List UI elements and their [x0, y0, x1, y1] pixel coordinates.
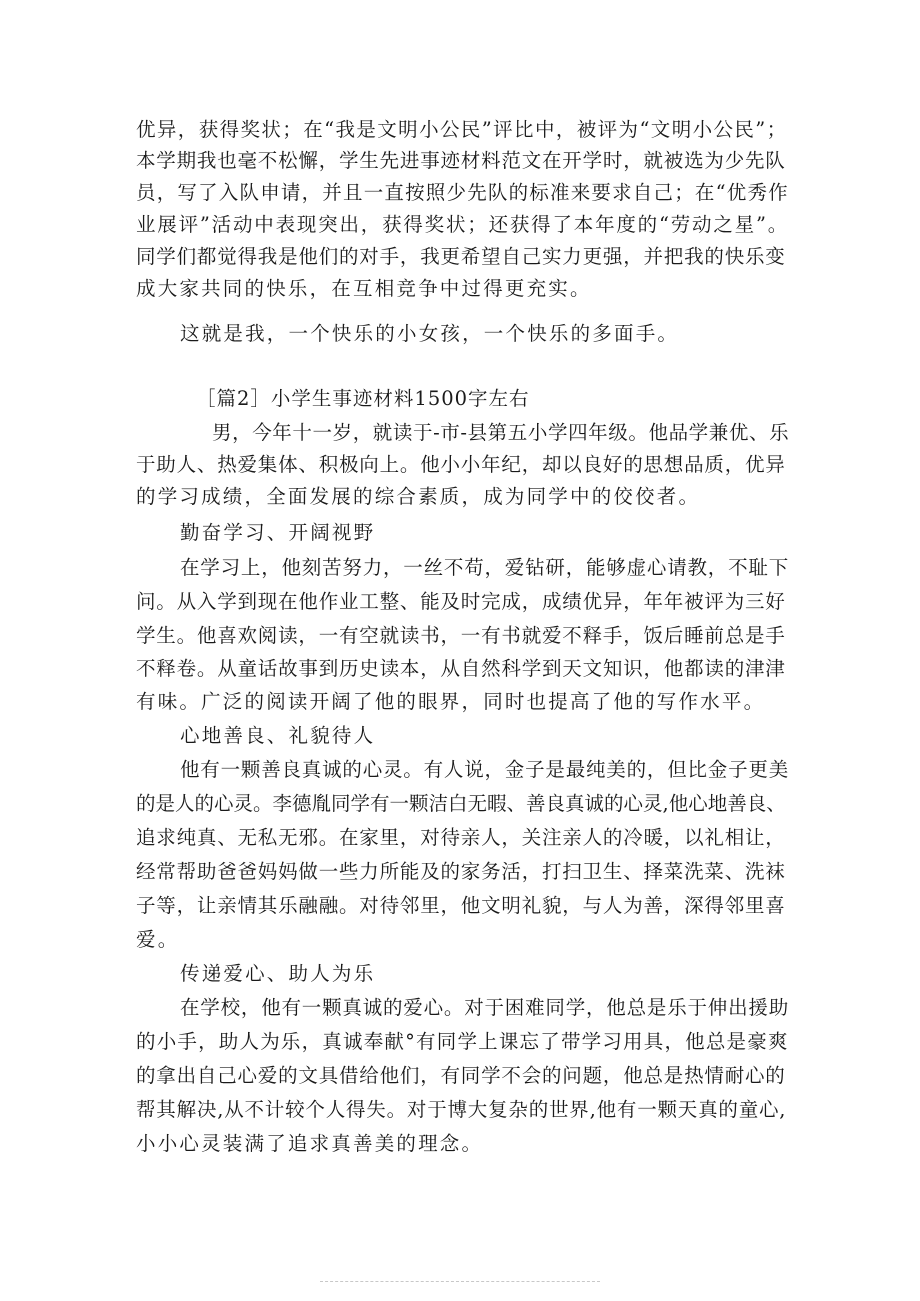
paragraph-line: 的小手，助人为乐，真诚奉献°有同学上课忘了带学习用具，他总是豪爽: [136, 1030, 789, 1053]
paragraph-line: 员，写了入队申请，并且一直按照少先队的标准来要求自己；在“优秀作: [136, 181, 789, 204]
paragraph-line: 问。从入学到现在他作业工整、能及时完成，成绩优异，年年被评为三好: [136, 590, 786, 613]
paragraph-line: 他有一颗善良真诚的心灵。有人说，金子是最纯美的，但比金子更美: [180, 758, 790, 781]
paragraph-line: 有味。广泛的阅读开阔了他的眼界，同时也提高了他的写作水平。: [136, 690, 766, 713]
paragraph-line: 业展评”活动中表现突出，获得奖状；还获得了本年度的“劳动之星”。: [136, 213, 790, 236]
paragraph-line: 不释卷。从童话故事到历史读本，从自然科学到天文知识，他都读的津津: [136, 657, 786, 680]
subheading: 勤奋学习、开阔视野: [180, 521, 376, 544]
paragraph-line: 经常帮助爸爸妈妈做一些力所能及的家务活，打扫卫生、择菜洗菜、洗袜: [136, 860, 786, 883]
paragraph-line: 的是人的心灵。李德胤同学有一颗洁白无暇、善良真诚的心灵,他心地善良、: [136, 792, 786, 815]
paragraph-line: 成大家共同的快乐，在互相竞争中过得更充实。: [136, 277, 592, 300]
paragraph-line: 的拿出自己心爱的文具借给他们，有同学不会的问题，他总是热情耐心的: [136, 1064, 786, 1087]
paragraph-line: 小小心灵装满了追求真善美的理念。: [136, 1132, 484, 1155]
section-heading: ［篇2］小学生事迹材料1500字左右: [196, 387, 530, 410]
paragraph-line: 帮其解决,从不计较个人得失。对于博大复杂的世界,他有一颗天真的童心,: [136, 1098, 787, 1121]
paragraph-line: 同学们都觉得我是他们的对手，我更希望自己实力更强，并把我的快乐变: [136, 245, 786, 268]
page-footer-divider: [320, 1281, 600, 1282]
subheading: 传递爱心、助人为乐: [180, 962, 376, 985]
paragraph-line: 追求纯真、无私无邪。在家里，对待亲人，关注亲人的冷暖，以礼相让，: [136, 826, 786, 849]
paragraph-line: 于助人、热爱集体、积极向上。他小小年纪，却以良好的思想品质，优异: [136, 453, 786, 476]
paragraph-line: 男，今年十一岁，就读于-市-县第五小学四年级。他品学兼优、乐: [212, 421, 790, 444]
paragraph-line: 在学习上，他刻苦努力，一丝不苟，爱钻研，能够虚心请教，不耻下: [180, 556, 790, 579]
closing-sentence: 这就是我，一个快乐的小女孩，一个快乐的多面手。: [180, 322, 680, 345]
subheading: 心地善良、礼貌待人: [180, 724, 376, 747]
paragraph-line: 子等，让亲情其乐融融。对待邻里，他文明礼貌，与人为善，深得邻里喜: [136, 894, 786, 917]
paragraph-line: 本学期我也毫不松懈，学生先进事迹材料范文在开学时，就被选为少先队: [136, 149, 786, 172]
paragraph-line: 爱。: [136, 928, 180, 951]
paragraph-line: 的学习成绩，全面发展的综合素质，成为同学中的佼佼者。: [136, 485, 701, 508]
paragraph-line: 优异，获得奖状；在“我是文明小公民”评比中，被评为“文明小公民”；: [136, 118, 788, 141]
paragraph-line: 学生。他喜欢阅读，一有空就读书，一有书就爱不释手，饭后睡前总是手: [136, 624, 786, 647]
paragraph-line: 在学校，他有一颗真诚的爱心。对于困难同学，他总是乐于伸出援助: [180, 996, 790, 1019]
